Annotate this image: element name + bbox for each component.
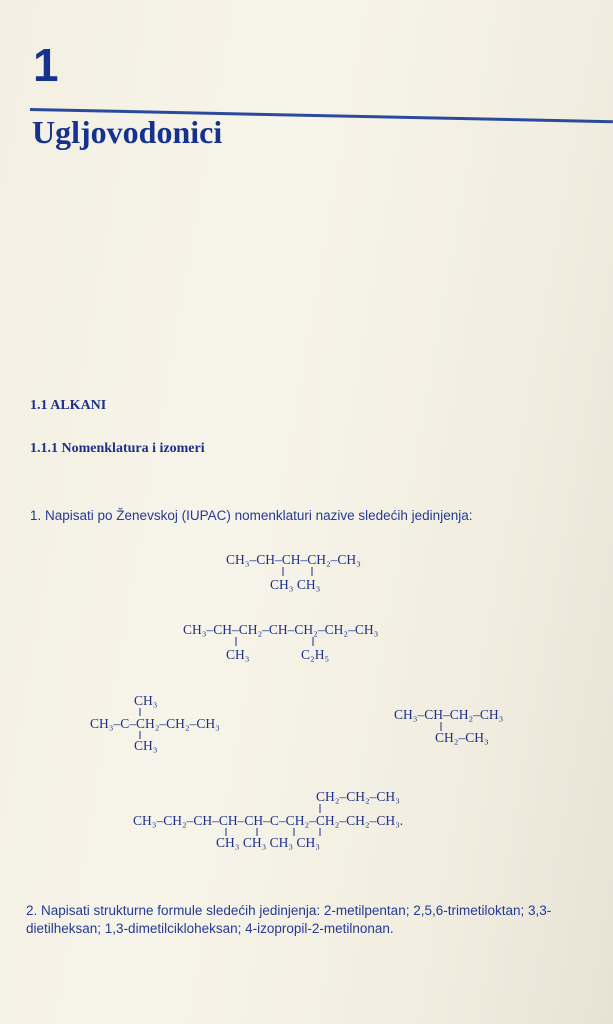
formula-4 xyxy=(394,707,504,745)
formula-3-main-chain: CH₃–C–CH₂–CH₂–CH₃ xyxy=(90,716,220,731)
formula-1 xyxy=(226,552,361,592)
chapter-number: 1 xyxy=(33,39,59,91)
formula-3 xyxy=(90,693,220,753)
formula-3-bottom-substituent: CH₃ xyxy=(134,738,158,753)
formula-2-substituent-2: C₂H₅ xyxy=(301,647,330,662)
task-1-text: 1. Napisati po Ženevskoj (IUPAC) nomenklaturi nazive sledećih jedinjenja: xyxy=(30,508,473,523)
formula-1-substituents: CH₃ CH₃ xyxy=(270,577,321,592)
formula-2-substituent-1: CH₃ xyxy=(226,647,250,662)
formula-4-main-chain: CH₃–CH–CH₂–CH₃ xyxy=(394,707,504,722)
formula-4-substituent: CH₂–CH₃ xyxy=(435,730,489,745)
formula-5 xyxy=(133,789,403,850)
formula-3-top-substituent: CH₃ xyxy=(134,693,158,708)
formula-5-substituents: CH₃ CH₃ CH₃ CH₃ xyxy=(216,835,320,850)
task-2-text: 2. Napisati strukturne formule sledećih jedinjenja: 2-metilpentan; 2,5,6-trimetiloktan; 3,3-dietilheksan; 1,3-dimetilcikloheksan; 4-izopropil-2-metilnonan. xyxy=(26,903,552,936)
formula-2 xyxy=(183,622,379,662)
section-heading: 1.1 ALKANI xyxy=(30,398,107,413)
formula-1-main-chain: CH₃–CH–CH–CH₂–CH₃ xyxy=(226,552,361,567)
chapter-title: Ugljovodonici xyxy=(32,114,223,150)
formula-2-main-chain: CH₃–CH–CH₂–CH–CH₂–CH₂–CH₃ xyxy=(183,622,379,637)
subsection-heading: 1.1.1 Nomenklatura i izomeri xyxy=(30,441,205,456)
formula-5-top-substituent: CH₂–CH₂–CH₃ xyxy=(316,789,400,804)
formula-5-main-chain: CH₃–CH₂–CH–CH–CH–C–CH₂–CH₂–CH₂–CH₃. xyxy=(133,813,404,828)
